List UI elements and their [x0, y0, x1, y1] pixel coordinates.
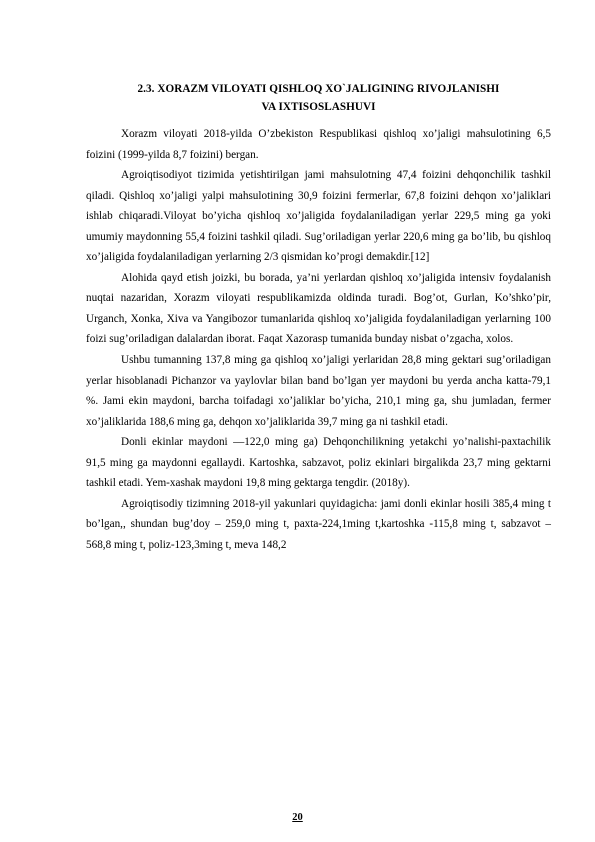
- paragraph: Xorazm viloyati 2018-yilda O’zbekiston Respublikasi qishloq xo’jaligi mahsulotining 6,5 foizini (1999-yilda 8,7 foizini) bergan.: [86, 128, 551, 161]
- paragraph: Agroiqtisodiy tizimning 2018-yil yakunlari quyidagicha: jami donli ekinlar hosili 385,4 ming t bo’lgan,, shundan bug’doy – 259,0 ming t, paxta-224,1ming t,kartoshka -115,8 ming t, sabzavot – 568,8 ming t, poliz-123,3ming t, meva 148,2: [86, 497, 551, 551]
- section-heading-line-1: 2.3. XORAZM VILOYATI QISHLOQ XO`JALIGINING RIVOJLANISHI: [137, 83, 500, 95]
- paragraph: Agroiqtisodiyot tizimida yetishtirilgan jami mahsulotning 47,4 foizini dehqonchilik tashkil qiladi. Qishloq xo’jaligi yalpi mahsulotining 30,9 foizini fermerlar, 67,8 foizini dehqon xo’jaliklari ishlab chiqaradi.Viloyat bo’yicha qishloq xo’jaligida foydalaniladigan yerlar 229,5 ming ga yoki umumiy maydonning 55,4 foizini tashkil qiladi. Sug’oriladigan yerlar 220,6 ming ga bo’lib, bu qishloq xo’jaligida foydalaniladigan yerlarning 2/3 qismidan ko’progi demakdir.[12]: [86, 169, 551, 264]
- section-heading: [86, 80, 551, 116]
- paragraph: Alohida qayd etish joizki, bu borada, ya’ni yerlardan qishloq xo’jaligida intensiv foydalanish nuqtai nazaridan, Xorazm viloyati respublikamizda oldinda turadi. Bog’ot, Gurlan, Ko’shko’pir, Urganch, Xonka, Xiva va Yangibozor tumanlarida qishloq xo’jaligida foydalaniladigan yerlarning 100 foizi sug’oriladigan dalalardan iborat. Faqat Xazorasp tumanida bunday nisbat o’zgacha, xolos.: [86, 271, 551, 346]
- paragraph: Donli ekinlar maydoni —122,0 ming ga) Dehqonchilikning yetakchi yo’nalishi-paxtachilik 91,5 ming ga maydonni egallaydi. Kartoshka, sabzavot, poliz ekinlari birgalikda 23,7 ming gektarni tashkil etadi. Yem-xashak maydoni 19,8 ming gektarga tengdir. (2018y).: [86, 436, 551, 490]
- section-heading-line-2: VA IXTISOSLASHUVI: [261, 101, 376, 113]
- body-text: [86, 124, 551, 555]
- paragraph: Ushbu tumanning 137,8 ming ga qishloq xo’jaligi yerlaridan 28,8 ming gektari sug’oriladigan yerlar hisoblanadi Pichanzor va yaylovlar bilan band bo’lgan yer maydoni bu yerda ancha katta-79,1 %. Jami ekin maydoni, barcha toifadagi xo’jaliklar bo’yicha, 210,1 ming ga, shu jumladan, fermer xo’jaliklarida 188,6 ming ga, dehqon xo’jaliklarida 39,7 ming ga ni tashkil etadi.: [86, 354, 551, 428]
- page-number: 20: [292, 812, 303, 823]
